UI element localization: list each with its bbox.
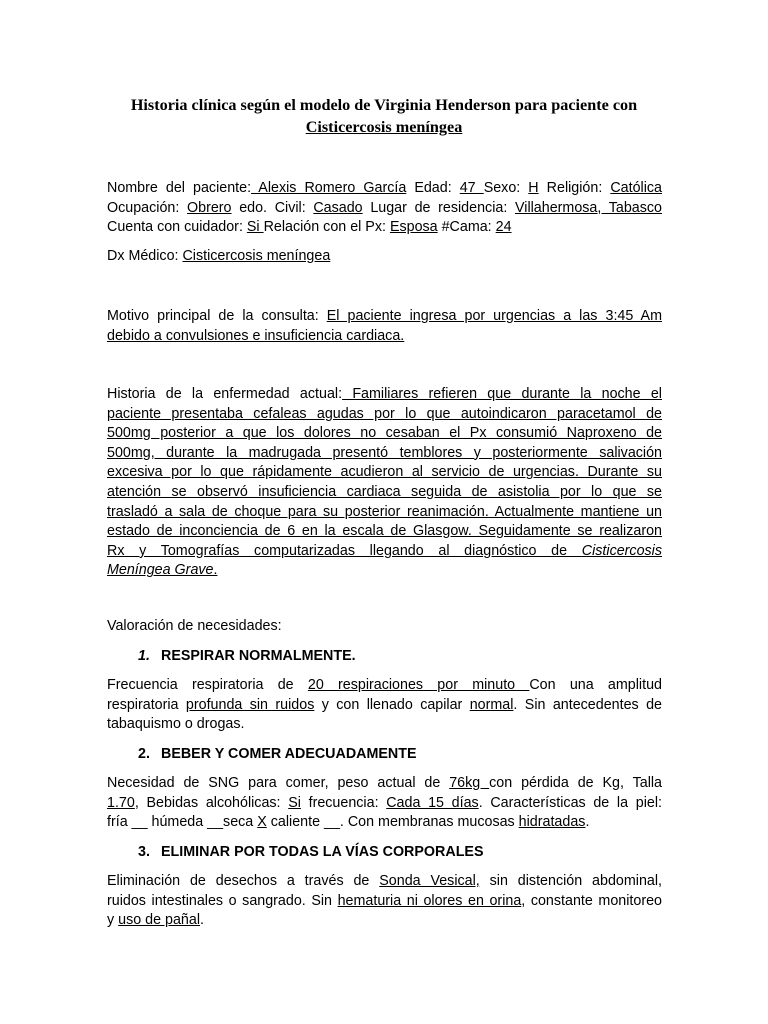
historia-line-2: paciente presentaba cefaleas agudas por lo que autoindicaron paracetamol de bbox=[107, 405, 662, 422]
historia-line-5: excesiva por lo que rápidamente acudieron al servicio de urgencias. Durante su bbox=[107, 464, 662, 481]
n3-text: sin distención abdominal, bbox=[479, 873, 662, 889]
ocupacion-value: Obrero bbox=[187, 199, 232, 216]
motivo-text-1: El paciente ingresa por urgencias a las 3:45 Am bbox=[326, 308, 662, 324]
motivo-text-2: debido a convulsiones e insuficiencia cardiaca. bbox=[107, 327, 405, 344]
n3-text: Eliminación de desechos a través de bbox=[107, 873, 380, 889]
n2-bebidas: Si bbox=[288, 794, 301, 811]
residencia-value: Villahermosa, Tabasco bbox=[514, 199, 663, 216]
title-line-2: Cisticercosis meníngea bbox=[305, 118, 463, 136]
n3-panal: uso de pañal bbox=[118, 912, 201, 929]
necesidad-1-heading bbox=[138, 646, 356, 666]
civil-label: edo. Civil: bbox=[231, 199, 314, 216]
historia-line-10 bbox=[107, 561, 662, 581]
title-line-1: Historia clínica según el modelo de Virginia Henderson para paciente con bbox=[130, 96, 638, 114]
n3-line-2 bbox=[107, 892, 662, 912]
historia-line-4: 500mg, durante la madrugada presentó temblores y posteriormente salivación bbox=[107, 444, 662, 461]
necesidad-3-number: 3. bbox=[138, 844, 150, 860]
necesidad-3-body bbox=[107, 872, 662, 931]
ocupacion-label: Ocupación: bbox=[107, 199, 188, 216]
valoracion-label: Valoración de necesidades: bbox=[107, 618, 282, 634]
n3-hematuria: hematuria ni olores en orina bbox=[337, 892, 522, 909]
n3-line-1 bbox=[107, 872, 662, 892]
n1-llenado: normal bbox=[469, 696, 514, 713]
historia-line-10-italic: Meníngea Grave bbox=[107, 562, 214, 579]
document-title bbox=[90, 94, 678, 138]
civil-value: Casado bbox=[313, 199, 363, 216]
n2-text: , Bebidas alcohólicas: bbox=[134, 794, 289, 811]
n2-text: frecuencia: bbox=[300, 794, 387, 811]
n3-sonda: Sonda Vesical, bbox=[379, 873, 480, 889]
patient-line-2 bbox=[107, 199, 662, 219]
n3-text: . bbox=[200, 912, 204, 929]
historia-line-8: estado de inconciencia de 6 en la escala de Glasgow. Seguidamente se realizaron bbox=[107, 523, 662, 540]
n2-text: Necesidad de SNG para comer, peso actual de bbox=[107, 775, 450, 791]
cuidador-label: Cuenta con cuidador: bbox=[107, 219, 247, 236]
religion-label: Religión: bbox=[538, 180, 611, 196]
n1-amplitud: profunda sin ruidos bbox=[185, 696, 315, 713]
n1-frecuencia: 20 respiraciones por minuto bbox=[307, 677, 530, 693]
historia-line-3: 500mg posterior a que los dolores no cesaban el Px consumió Naproxeno de bbox=[107, 425, 662, 442]
n1-line-1 bbox=[107, 676, 662, 696]
edad-label: Edad: bbox=[406, 180, 460, 196]
n3-text: y bbox=[107, 912, 119, 929]
n2-frecuencia: Cada 15 días bbox=[386, 794, 479, 811]
necesidad-3-title: ELIMINAR POR TODAS LA VÍAS CORPORALES bbox=[161, 844, 484, 860]
historia-line-10-end: . bbox=[213, 562, 218, 579]
historia-line-9-italic: Cisticercosis bbox=[581, 542, 662, 559]
historia-line-6: atención se observó insuficiencia cardiaca seguida de asistolia por lo que se bbox=[107, 483, 662, 500]
n1-text: . Sin antecedentes de bbox=[513, 696, 662, 713]
patient-info bbox=[107, 179, 662, 238]
patient-line-1 bbox=[107, 179, 662, 199]
cama-label: #Cama: bbox=[437, 219, 496, 236]
historia-line-7: trasladó a sala de choque para su posterior reanimación. Actualmente mantiene un bbox=[107, 503, 662, 520]
n2-mucosas: hidratadas bbox=[518, 814, 586, 831]
dx-medico bbox=[107, 247, 662, 267]
n1-text: Con una amplitud bbox=[529, 677, 662, 693]
necesidad-2-heading bbox=[138, 744, 417, 764]
historia-enfermedad bbox=[107, 385, 662, 581]
n3-text: , constante monitoreo bbox=[521, 892, 662, 909]
n3-line-3 bbox=[107, 911, 662, 931]
n2-text: fría __ húmeda __seca bbox=[107, 814, 258, 831]
religion-value: Católica bbox=[610, 180, 662, 196]
necesidad-2-title: BEBER Y COMER ADECUADAMENTE bbox=[161, 746, 417, 762]
relacion-value: Esposa bbox=[389, 219, 438, 236]
n2-line-3 bbox=[107, 813, 662, 833]
n2-seca-mark: X bbox=[257, 814, 267, 831]
n2-peso: 76kg bbox=[449, 775, 490, 791]
n1-text: y con llenado capilar bbox=[314, 696, 470, 713]
n2-text: caliente __. Con membranas mucosas bbox=[266, 814, 519, 831]
necesidad-2-body bbox=[107, 774, 662, 833]
historia-text: Familiares refieren que durante la noche el bbox=[342, 386, 662, 402]
dx-label: Dx Médico: bbox=[107, 248, 183, 264]
n3-text: ruidos intestinales o sangrado. Sin bbox=[107, 892, 338, 909]
n1-text: respiratoria bbox=[107, 696, 186, 713]
n2-text: . bbox=[585, 814, 590, 831]
motivo-consulta bbox=[107, 307, 662, 346]
historia-line-1 bbox=[107, 385, 662, 405]
necesidad-1-number: 1. bbox=[138, 648, 150, 664]
necesidad-1-body bbox=[107, 676, 662, 735]
sexo-label: Sexo: bbox=[483, 180, 529, 196]
historia-line-9 bbox=[107, 542, 662, 562]
patient-line-3 bbox=[107, 218, 662, 238]
n1-line-3: tabaquismo o drogas. bbox=[107, 716, 245, 733]
n2-line-2 bbox=[107, 794, 662, 814]
historia-line-9-text: Rx y Tomografías computarizadas llegando al diagnóstico de bbox=[107, 542, 582, 559]
motivo-line-1 bbox=[107, 307, 662, 327]
cama-value: 24 bbox=[495, 219, 512, 236]
motivo-label: Motivo principal de la consulta: bbox=[107, 308, 327, 324]
necesidad-2-number: 2. bbox=[138, 746, 150, 762]
cuidador-value: Si bbox=[246, 219, 264, 236]
edad-value: 47 bbox=[459, 180, 484, 196]
n1-text: Frecuencia respiratoria de bbox=[107, 677, 308, 693]
necesidad-1-title: RESPIRAR NORMALMENTE. bbox=[161, 648, 356, 664]
nombre-value: Alexis Romero García bbox=[251, 180, 407, 196]
n2-line-1 bbox=[107, 774, 662, 794]
nombre-label: Nombre del paciente: bbox=[107, 180, 252, 196]
n2-text: con pérdida de Kg, Talla bbox=[489, 775, 662, 791]
relacion-label: Relación con el Px: bbox=[263, 219, 390, 236]
n1-line-2 bbox=[107, 696, 662, 716]
sexo-value: H bbox=[528, 180, 539, 196]
dx-value: Cisticercosis meníngea bbox=[182, 248, 331, 264]
necesidad-3-heading bbox=[138, 842, 484, 862]
n2-talla: 1.70 bbox=[107, 794, 135, 811]
residencia-label: Lugar de residencia: bbox=[362, 199, 515, 216]
n2-text: . Características de la piel: bbox=[478, 794, 662, 811]
historia-label: Historia de la enfermedad actual: bbox=[107, 386, 343, 402]
